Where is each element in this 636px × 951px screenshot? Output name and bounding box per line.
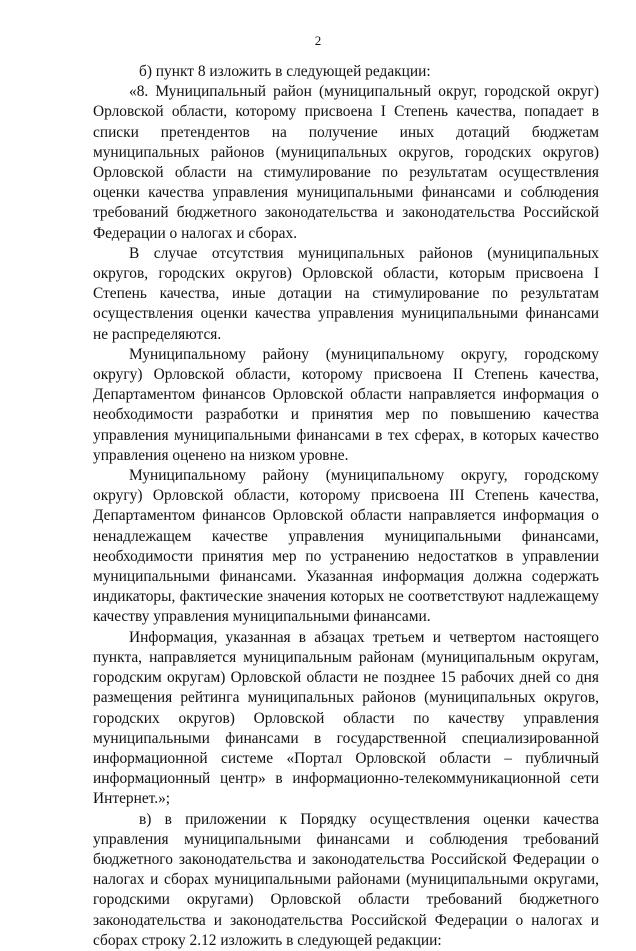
page-number: 2 — [314, 33, 322, 48]
paragraph-third-degree: Муниципальному району (муниципальному округу, городскому округу) Орловской области, которому присвоена III Степень качества, Департаментом финансов Орловской области направляется информация о ненадлежащем качестве управления муниципальными финансами, необходимости принятия мер по устранению недостатков в управлении муниципальными финансами. Указанная информация должна содержать индикаторы, фактические значения которых не соответствуют надлежащему качеству управления муниципальными финансами. — [93, 467, 599, 626]
paragraph-no-first-degree: В случае отсутствия муниципальных районов (муниципальных округов, городских округов) Орловской области, которым присвоена I Степень качества, иные дотации на стимулирование по результатам осуществления оценки качества управления муниципальными финансами не распределяются. — [93, 244, 599, 343]
document-body — [93, 62, 599, 951]
paragraph-information-deadline: Информация, указанная в абзацах третьем и четвертом настоящего пункта, направляется муниципальным районам (муниципальным округам, городским округам) Орловской области не позднее 15 рабочих дней со дня размещения рейтинга муниципальных районов (муниципальных округов, городских округов) Орловской области по качеству управления муниципальными финансами в государственной специализированной информационной системе «Портал Орловской области – публичный информационный центр» в информационно-телекоммуникационной сети Интернет.»; — [93, 628, 599, 808]
paragraph-point-8: «8. Муниципальный район (муниципальный округ, городской округ) Орловской области, которому присвоена I Степень качества, попадает в списки претендентов на получение иных дотаций бюджетам муниципальных районов (муниципальных округов, городских округов) Орловской области на стимулирование по результатам осуществления оценки качества управления муниципальными финансами и соблюдения требований бюджетного законодательства и законодательства Российской Федерации о налогах и сборах. — [93, 83, 599, 242]
paragraph-subitem-b: б) пункт 8 изложить в следующей редакции: — [139, 63, 431, 80]
paragraph-second-degree: Муниципальному району (муниципальному округу, городскому округу) Орловской области, которому присвоена II Степень качества, Департаментом финансов Орловской области направляется информация о необходимости разработки и принятия мер по повышению качества управления муниципальными финансами в тех сферах, в которых качество управления оценено на низком уровне. — [93, 345, 599, 464]
paragraph-subitem-v: в) в приложении к Порядку осуществления оценки качества управления муниципальными финансами и соблюдения требований бюджетного законодательства и законодательства Российской Федерации о налогах и сборах муниципальными районами (муниципальными округами, городскими округами) Орловской области требований бюджетного законодательства и законодательства Российской Федерации о налогах и сборах строку 2.12 изложить в следующей редакции: — [93, 810, 599, 949]
